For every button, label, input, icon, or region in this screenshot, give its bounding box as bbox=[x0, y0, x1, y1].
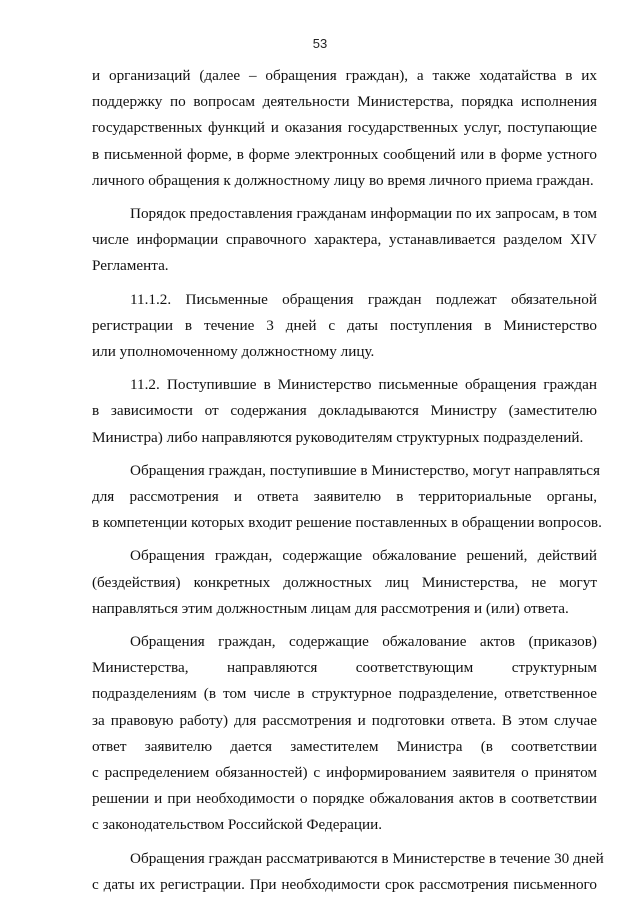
paragraph-officials-actions bbox=[92, 543, 597, 622]
text-line: для рассмотрения и ответа заявителю в территориальные органы, bbox=[92, 488, 597, 506]
text-line: в компетенции которых входит решение поставленных в обращении вопросов. bbox=[92, 514, 602, 532]
text-line: направляться этим должностным лицам для рассмотрения и (или) ответа. bbox=[92, 599, 569, 617]
paragraph-acts-appeal bbox=[92, 629, 597, 839]
text-line: личного обращения к должностному лицу во время личного приема граждан. bbox=[92, 171, 594, 189]
text-line: с законодательством Российской Федерации. bbox=[92, 816, 383, 834]
text-line: в письменной форме, в форме электронных сообщений или в форме устного bbox=[92, 145, 597, 163]
text-line: государственных функций и оказания государственных услуг, поступающие bbox=[92, 119, 597, 137]
text-line: 11.1.2. Письменные обращения граждан подлежат обязательной bbox=[130, 290, 597, 308]
text-line: с даты их регистрации. При необходимости срок рассмотрения письменного bbox=[92, 875, 597, 893]
text-line: Министерства, направляются соответствующим структурным bbox=[92, 659, 597, 677]
paragraph-territorial-bodies bbox=[92, 458, 602, 537]
text-line: с распределением обязанностей) с информированием заявителя о принятом bbox=[92, 764, 597, 782]
text-line: или уполномоченному должностному лицу. bbox=[92, 343, 375, 361]
paragraph-11-1-2 bbox=[92, 287, 597, 366]
text-line: Порядок предоставления гражданам информации по их запросам, в том bbox=[130, 205, 597, 223]
text-line: в зависимости от содержания докладываются Министру (заместителю bbox=[92, 402, 597, 420]
text-line: за правовую работу) для рассмотрения и подготовки ответа. В этом случае bbox=[92, 711, 597, 729]
text-line: подразделениям (в том числе в структурное подразделение, ответственное bbox=[92, 685, 597, 703]
text-line: Регламента. bbox=[92, 257, 169, 275]
paragraph-review-period bbox=[92, 846, 604, 898]
page-number: 53 bbox=[312, 36, 328, 51]
text-line: Обращения граждан, содержащие обжалование решений, действий bbox=[130, 547, 597, 565]
text-line: числе информации справочного характера, устанавливается разделом XIV bbox=[92, 231, 597, 249]
paragraph-information-procedure bbox=[92, 201, 597, 280]
text-line: Обращения граждан рассматриваются в Министерстве в течение 30 дней bbox=[130, 849, 604, 867]
text-line: регистрации в течение 3 дней с даты поступления в Министерство bbox=[92, 316, 597, 334]
text-line: Обращения граждан, содержащие обжалование актов (приказов) bbox=[130, 633, 597, 651]
text-line: 11.2. Поступившие в Министерство письменные обращения граждан bbox=[130, 376, 597, 394]
text-line: Министра) либо направляются руководителям структурных подразделений. bbox=[92, 428, 584, 446]
text-line: ответ заявителю дается заместителем Министра (в соответствии bbox=[92, 737, 597, 755]
paragraph-appeals-definition bbox=[92, 63, 597, 194]
text-line: и организаций (далее – обращения граждан), а также ходатайства в их bbox=[92, 67, 597, 84]
text-line: решении и при необходимости о порядке обжалования актов в соответствии bbox=[92, 790, 597, 808]
document-body bbox=[92, 63, 604, 898]
text-line: Обращения граждан, поступившие в Министерство, могут направляться bbox=[130, 461, 601, 479]
paragraph-11-2 bbox=[92, 372, 597, 451]
text-line: (бездействия) конкретных должностных лиц Министерства, не могут bbox=[92, 573, 597, 591]
text-line: поддержку по вопросам деятельности Министерства, порядка исполнения bbox=[92, 93, 597, 111]
